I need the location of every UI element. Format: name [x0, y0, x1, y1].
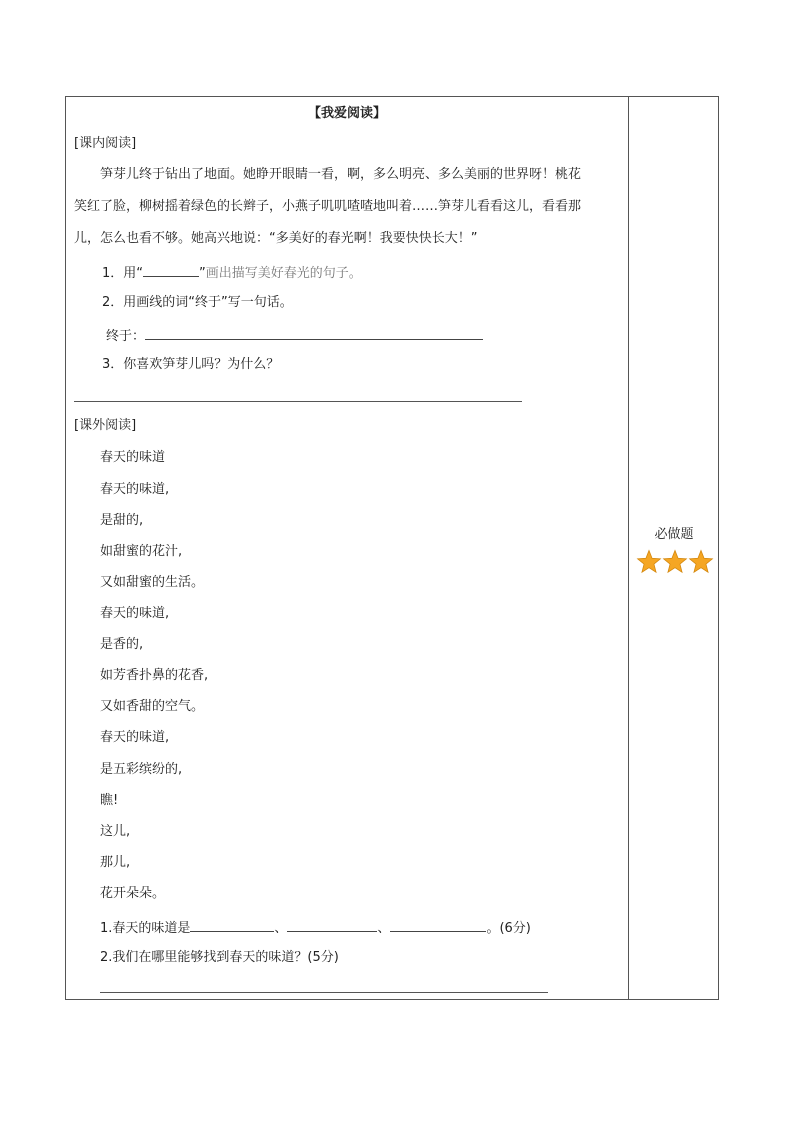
poem-line: 春天的味道, [100, 482, 170, 497]
poem-line: 春天的味道, [100, 606, 170, 621]
q2-answer-row [106, 325, 483, 346]
eq1-suffix: 。(6分) [486, 921, 531, 936]
required-label: 必做题 [654, 527, 694, 542]
poem-line: 是甜的, [100, 513, 144, 528]
poem-line: 如甜蜜的花汁, [100, 544, 183, 559]
eq1-blank-3[interactable] [390, 917, 486, 932]
eq1-prefix: 1.春天的味道是 [100, 921, 191, 936]
poem-line: 那儿, [100, 855, 131, 870]
poem-line: 春天的味道, [100, 730, 170, 745]
difficulty-stars [636, 549, 714, 575]
poem-line: 春天的味道 [100, 450, 166, 465]
eq1-sep-2: 、 [377, 921, 391, 936]
column-divider [628, 97, 629, 999]
in-class-label: [课内阅读] [74, 136, 137, 151]
star-icon [690, 551, 713, 573]
poem-line: 如芳香扑鼻的花香, [100, 668, 209, 683]
worksheet-table [65, 96, 719, 1000]
extra-question-2: 2.我们在哪里能够找到春天的味道？(5分) [100, 950, 339, 965]
poem-line: 是五彩缤纷的, [100, 762, 183, 777]
eq1-blank-1[interactable] [190, 917, 274, 932]
poem-line: 又如甜蜜的生活。 [100, 575, 205, 590]
passage-line-1: 笋芽儿终于钻出了地面。她睁开眼睛一看，啊，多么明亮、多么美丽的世界呀！桃花 [100, 167, 582, 182]
q1-mark-blank [143, 262, 199, 277]
in-class-question-1 [102, 262, 362, 283]
poem-line: 这儿, [100, 824, 131, 839]
passage-line-2: 笑红了脸，柳树摇着绿色的长辫子，小燕子叽叽喳喳地叫着……笋芽儿看看这儿，看看那 [74, 199, 582, 214]
eq2-answer-line[interactable] [100, 992, 548, 993]
q2-answer-blank[interactable] [145, 325, 483, 340]
poem-line: 花开朵朵。 [100, 886, 166, 901]
poem-line: 又如香甜的空气。 [100, 699, 205, 714]
passage-line-3: 儿，怎么也看不够。她高兴地说：“多美好的春光啊！我要快快长大！” [74, 231, 478, 246]
eq1-sep-1: 、 [274, 921, 288, 936]
in-class-question-2: 2．用画线的词“终于”写一句话。 [102, 295, 293, 310]
in-class-question-3: 3．你喜欢笋芽儿吗？为什么？ [102, 357, 280, 372]
q3-answer-line[interactable] [74, 401, 522, 402]
eq1-blank-2[interactable] [287, 917, 377, 932]
q2-prompt: 终于： [106, 329, 146, 344]
q1-suffix: ” [199, 266, 206, 281]
section-title: 【我爱阅读】 [307, 106, 386, 121]
star-icon [638, 551, 661, 573]
q1-prefix: 1．用“ [102, 266, 144, 281]
poem-line: 是香的, [100, 637, 144, 652]
extra-label: [课外阅读] [74, 418, 137, 433]
star-icon [664, 551, 687, 573]
extra-question-1 [100, 917, 531, 938]
poem-line: 瞧! [100, 793, 119, 808]
q1-rest: 画出描写美好春光的句子。 [205, 266, 362, 281]
